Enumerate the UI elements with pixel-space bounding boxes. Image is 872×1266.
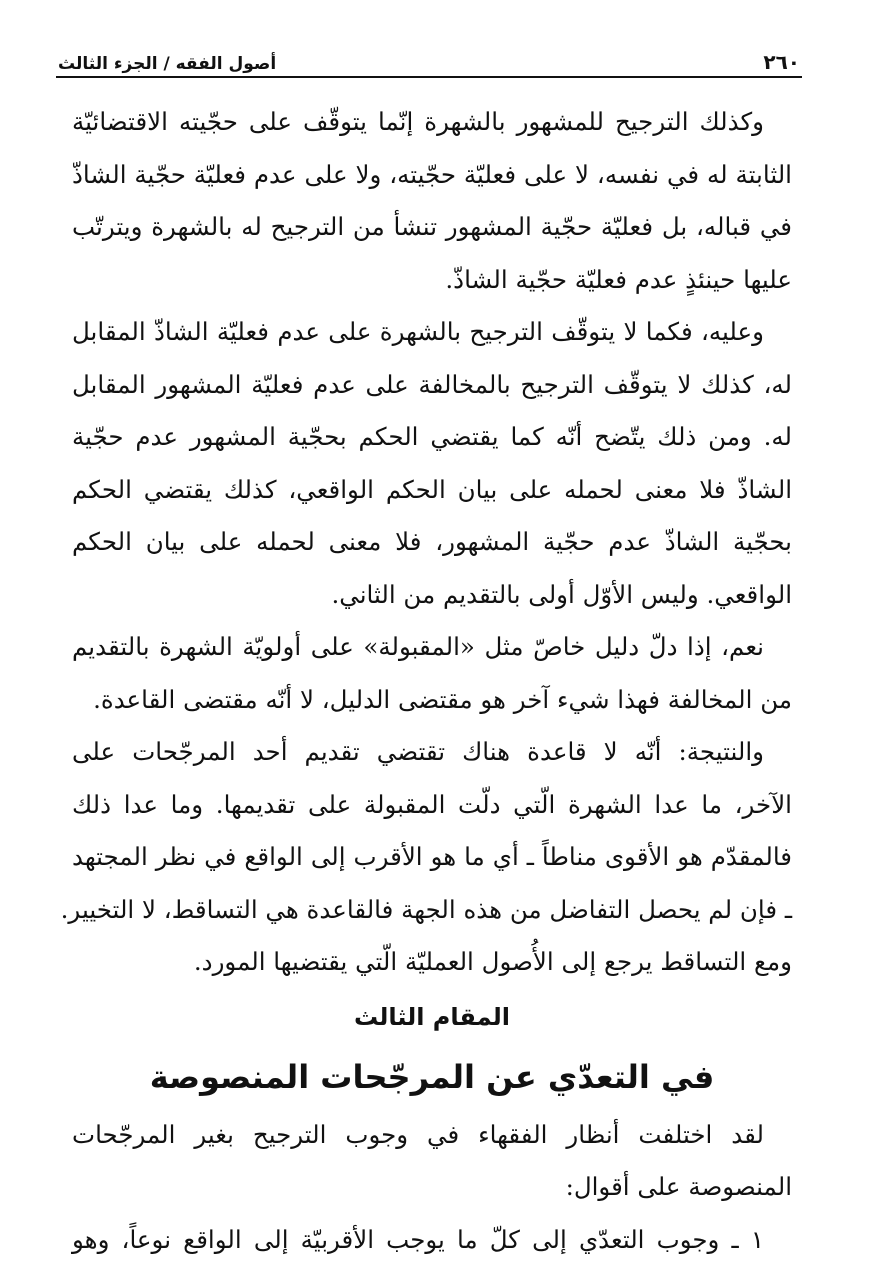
text-line: الثابتة له في نفسه، لا على فعليّة حجّيته، ولا على عدم فعليّة حجّية الشاذّ bbox=[72, 149, 792, 202]
text-line: من المخالفة فهذا شيء آخر هو مقتضى الدليل، لا أنّه مقتضى القاعدة. bbox=[72, 674, 792, 727]
page-body bbox=[72, 96, 792, 1266]
running-header bbox=[58, 36, 800, 74]
page-number: ٢٦٠ bbox=[763, 50, 800, 74]
text-line: نعم، إذا دلّ دليل خاصّ مثل «المقبولة» على أولويّة الشهرة بالتقديم bbox=[72, 621, 792, 674]
text-line: الواقعي. وليس الأوّل أولى بالتقديم من الثاني. bbox=[72, 569, 792, 622]
text-line: المنصوصة على أقوال: bbox=[72, 1161, 792, 1214]
text-line: الشاذّ فلا معنى لحمله على بيان الحكم الواقعي، كذلك يقتضي الحكم bbox=[72, 464, 792, 517]
running-title: أصول الفقه / الجزء الثالث bbox=[58, 54, 276, 74]
text-line: وكذلك الترجيح للمشهور بالشهرة إنّما يتوقّف على حجّيته الاقتضائيّة bbox=[72, 96, 792, 149]
text-line: له، كذلك لا يتوقّف الترجيح بالمخالفة على عدم فعليّة المشهور المقابل bbox=[72, 359, 792, 412]
text-line: الآخر، ما عدا الشهرة الّتي دلّت المقبولة على تقديمها. وما عدا ذلك bbox=[72, 779, 792, 832]
section-title: في التعدّي عن المرجّحات المنصوصة bbox=[72, 1045, 792, 1109]
text-line: والنتيجة: أنّه لا قاعدة هناك تقتضي تقديم أحد المرجّحات على bbox=[72, 726, 792, 779]
text-line: ـ فإن لم يحصل التفاضل من هذه الجهة فالقاعدة هي التساقط، لا التخيير. bbox=[72, 884, 792, 937]
text-line: له. ومن ذلك يتّضح أنّه كما يقتضي الحكم بحجّية المشهور عدم حجّية bbox=[72, 411, 792, 464]
text-line: بحجّية الشاذّ عدم حجّية المشهور، فلا معنى لحمله على بيان الحكم bbox=[72, 516, 792, 569]
text-line: في قباله، بل فعليّة حجّية المشهور تنشأ من الترجيح له بالشهرة ويترتّب bbox=[72, 201, 792, 254]
text-line: فالمقدّم هو الأقوى مناطاً ـ أي ما هو الأقرب إلى الواقع في نظر المجتهد bbox=[72, 831, 792, 884]
text-line: ومع التساقط يرجع إلى الأُصول العمليّة الّتي يقتضيها المورد. bbox=[72, 936, 792, 989]
text-line: عليها حينئذٍ عدم فعليّة حجّية الشاذّ. bbox=[72, 254, 792, 307]
text-line: لقد اختلفت أنظار الفقهاء في وجوب الترجيح بغير المرجّحات bbox=[72, 1109, 792, 1162]
section-subheading: المقام الثالث bbox=[72, 989, 792, 1045]
header-rule bbox=[56, 76, 802, 78]
text-line: وعليه، فكما لا يتوقّف الترجيح بالشهرة على عدم فعليّة الشاذّ المقابل bbox=[72, 306, 792, 359]
text-line: ١ ـ وجوب التعدّي إلى كلّ ما يوجب الأقربيّة إلى الواقع نوعاً، وهو bbox=[72, 1214, 792, 1266]
